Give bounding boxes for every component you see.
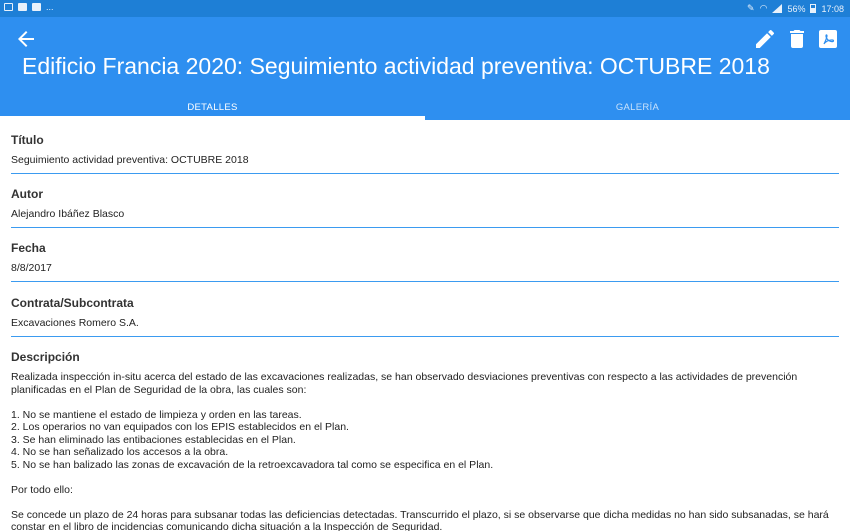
field-underline [11,336,839,337]
desc-line: Por todo ello: [11,483,73,496]
field-label: Fecha [11,241,46,255]
field-underline [11,227,839,228]
pdf-icon [816,27,840,51]
desc-line: Realizada inspección in-situ acerca del estado de las excavaciones realizadas, se han observado desviaciones preventivas con respecto a las actividades de prevención [11,371,798,383]
tab-bar [0,95,850,120]
youtube-notification-icon [32,3,41,11]
list-item: 4. No se han señalizado los accesos a la obra. [11,446,229,458]
edit-button[interactable] [753,27,777,51]
battery-percent: 56% [787,3,806,14]
fecha-input[interactable]: 8/8/2017 [11,262,52,274]
app-bar [0,17,850,120]
more-notifications: ... [46,2,54,12]
list-item: 2. Los operarios no van equipados con los EPIS establecidos en el Plan. [11,421,349,433]
tab-indicator [0,116,425,120]
field-label: Autor [11,187,43,201]
contrata-input[interactable]: Excavaciones Romero S.A. [11,317,139,329]
back-button[interactable] [14,27,38,51]
list-item: 1. No se mantiene el estado de limpieza y orden en las tareas. [11,408,302,421]
field-underline [11,281,839,282]
signal-icon [772,4,782,13]
page-title: Edificio Francia 2020: Seguimiento actividad preventiva: OCTUBRE 2018 [22,53,770,79]
clock: 17:08 [821,3,844,14]
list-item: 5. No se han balizado las zonas de excavación de la retroexcavadora tal como se especifica en el Plan. [11,458,494,471]
desc-line: constar en el libro de incidencias comunicando dicha situación a la Inspección de Seguridad. [11,521,443,531]
app-notification-icon [18,3,27,11]
list-item: 3. Se han eliminado las entibaciones establecidas en el Plan. [11,433,296,446]
back-arrow-icon [14,27,38,51]
wifi-icon: ◠ [759,3,768,13]
battery-icon [810,4,816,13]
delete-icon [785,27,809,51]
status-bar [0,0,850,17]
field-label: Título [11,133,44,147]
edit-icon [753,27,777,51]
field-label: Contrata/Subcontrata [11,296,134,310]
field-label: Descripción [11,350,80,364]
pen-icon: ✎ [747,3,755,13]
titulo-input[interactable]: Seguimiento actividad preventiva: OCTUBRE 2018 [11,154,249,166]
autor-input[interactable]: Alejandro Ibáñez Blasco [11,208,125,220]
desc-line: planificadas en el Plan de Seguridad de la obra, las cuales son: [11,383,307,396]
delete-button[interactable] [785,27,809,51]
field-underline [11,173,839,174]
desc-line: Se concede un plazo de 24 horas para subsanar todas las deficiencias detectadas. Transcurrido el plazo, si se observarse que dicha medidas no han sido subsanadas, se hará [11,508,829,521]
descripcion-textarea[interactable] [11,371,839,531]
tab-galeria[interactable]: GALERÍA [615,102,660,113]
export-pdf-button[interactable] [816,27,840,51]
gallery-notification-icon [4,3,13,11]
tab-detalles[interactable]: DETALLES [187,102,238,113]
